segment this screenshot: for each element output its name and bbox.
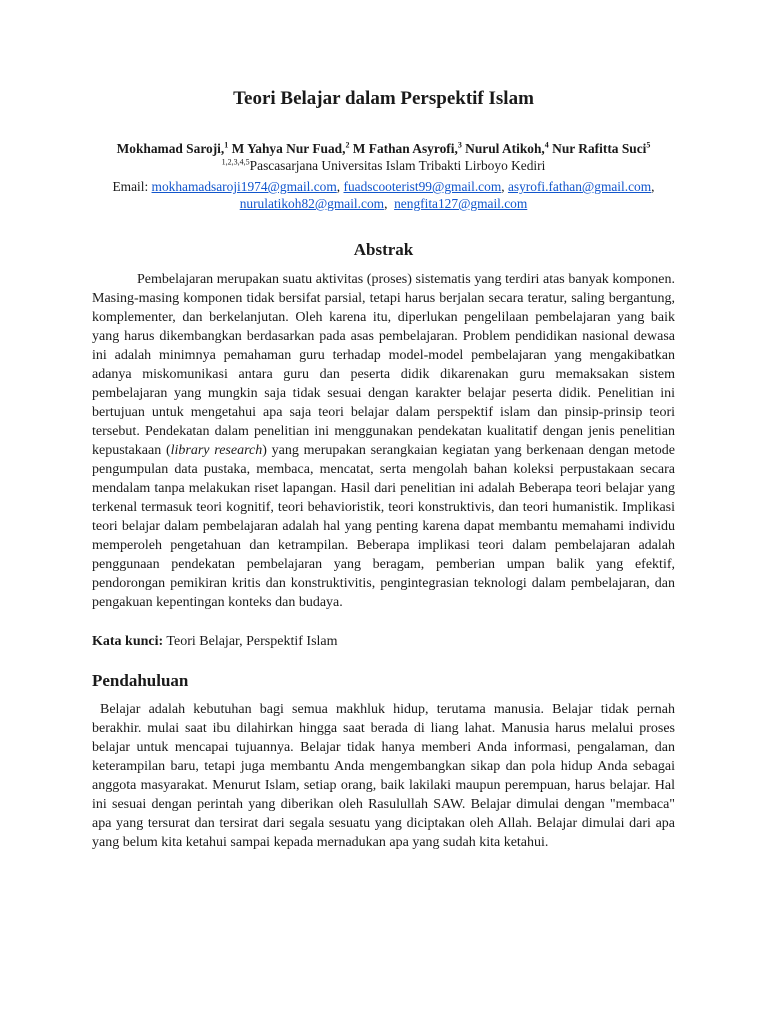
email-link[interactable]: nengfita127@gmail.com bbox=[394, 196, 528, 211]
email-label: Email: bbox=[112, 179, 152, 194]
abstract-text: Pembelajaran merupakan suatu aktivitas (proses) sistematis yang terdiri atas banyak komponen. Masing-masing komponen tidak bersifat parsial, tetapi harus berjalan secara teratur, saling bergantung, komplementer, dan berkelanjutan. Oleh karena itu, diperlukan pengelilaan pembelajaran yang baik yang harus dikembangkan berdasarkan pada asas pembelajaran. Problem pendidikan nasional dewasa ini adalah minimnya pemahaman guru terhadap model-model pembelajaran yang mengakibatkan adanya miskomunikasi antara guru dan peserta didik dikarenakan guru memaksakan sistem pembelajaran yang mungkin saja tidak sesuai dengan karakter belajar peserta didik. Penelitian ini bertujuan untuk mengetahui apa saja teori belajar dalam perspektif islam dan pinsip-prinsip teori tersebut. Pendekatan dalam penelitian ini menggunakan pendekatan kualitatif dengan jenis penelitian kepustakaan ( bbox=[92, 272, 675, 458]
email-link[interactable]: nurulatikoh82@gmail.com bbox=[239, 196, 385, 211]
affiliation bbox=[92, 157, 675, 174]
author-name: Nurul Atikoh, bbox=[461, 141, 545, 156]
paper-page bbox=[92, 86, 675, 866]
author-affiliation-mark: 5 bbox=[646, 140, 651, 150]
abstract-heading: Abstrak bbox=[353, 240, 414, 259]
email-block: Email: mokhamadsaroji1974@gmail.com, fuadscooterist99@gmail.com, asyrofi.fathan@gmail.com, nurulatikoh82@gmail.com, nengfita127@gmail.com bbox=[112, 179, 655, 211]
author-name: Mokhamad Saroji, bbox=[116, 141, 225, 156]
abstract-italic-term: library research bbox=[170, 443, 263, 458]
section-heading-introduction: Pendahuluan bbox=[92, 671, 189, 690]
author-affiliation-mark: 3 bbox=[457, 140, 462, 150]
paper-title: Teori Belajar dalam Perspektif Islam bbox=[233, 88, 534, 109]
author-affiliation-mark: 2 bbox=[345, 140, 350, 150]
email-link[interactable]: mokhamadsaroji1974@gmail.com bbox=[151, 179, 337, 194]
affiliation-text: Pascasarjana Universitas Islam Tribakti Lirboyo Kediri bbox=[249, 158, 546, 173]
abstract-text: ) yang merupakan serangkaian kegiatan yang berkenaan dengan metode pengumpulan data pustaka, membaca, mencatat, serta mengolah bahan koleksi perpustakaan secara mendalam tanpa melakukan riset lapangan. Hasil dari penelitian ini adalah Beberapa teori belajar yang terkenal termasuk teori kognitif, teori behavioristik, teori konstruktivis, dan teori humanistik. Implikasi teori belajar dalam pembelajaran adalah hal yang penting karena dapat membantu memahami individu memperoleh pengetahuan dan ketrampilan. Beberapa implikasi teori dalam pembelajaran adalah penggunaan pendekatan pembelajaran yang beragam, pemberian umpan balik yang efektif, pendorongan pemikiran kritis dan konstruktivitis, pengintegrasian teknologi dalam pembelajaran, dan pengakuan kepentingan konteks dan budaya. bbox=[92, 443, 676, 610]
keywords-label: Kata kunci: bbox=[92, 634, 164, 649]
email-link[interactable]: fuadscooterist99@gmail.com bbox=[343, 179, 502, 194]
author-list bbox=[92, 140, 675, 157]
author-affiliation-mark: 4 bbox=[544, 140, 549, 150]
introduction-body: Belajar adalah kebutuhan bagi semua makhluk hidup, terutama manusia. Belajar tidak pernah berakhir. mulai saat ibu dilahirkan hingga saat berada di liang lahat. Manusia harus melalui proses belajar untuk mencapai tujuannya. Belajar tidak hanya memberi Anda informasi, pengalaman, dan keterampilan baru, tetapi juga membantu Anda mengembangkan sikap dan pola hidup Anda sebagai anggota masyarakat. Menurut Islam, setiap orang, baik lakilaki maupun perempuan, harus belajar. Hal ini sesuai dengan perintah yang diberikan oleh Rasulullah SAW. Belajar dimulai dengan "membaca" apa yang tersurat dan tersirat dari segala sesuatu yang diciptakan oleh Allah. Belajar dimulai dari apa yang belum kita ketahui sampai kepada mernadukan apa yang sudah kita ketahui. bbox=[92, 702, 675, 850]
author-name: Nur Rafitta Suci bbox=[548, 141, 647, 156]
author-name: M Yahya Nur Fuad, bbox=[228, 141, 346, 156]
affiliation-mark: 1,2,3,4,5 bbox=[221, 157, 250, 167]
author-affiliation-mark: 1 bbox=[224, 140, 229, 150]
abstract-body bbox=[92, 270, 675, 612]
author-name: M Fathan Asyrofi, bbox=[349, 141, 458, 156]
email-link[interactable]: asyrofi.fathan@gmail.com bbox=[507, 179, 652, 194]
keywords-text: Teori Belajar, Perspektif Islam bbox=[163, 634, 338, 649]
keywords bbox=[92, 632, 675, 651]
